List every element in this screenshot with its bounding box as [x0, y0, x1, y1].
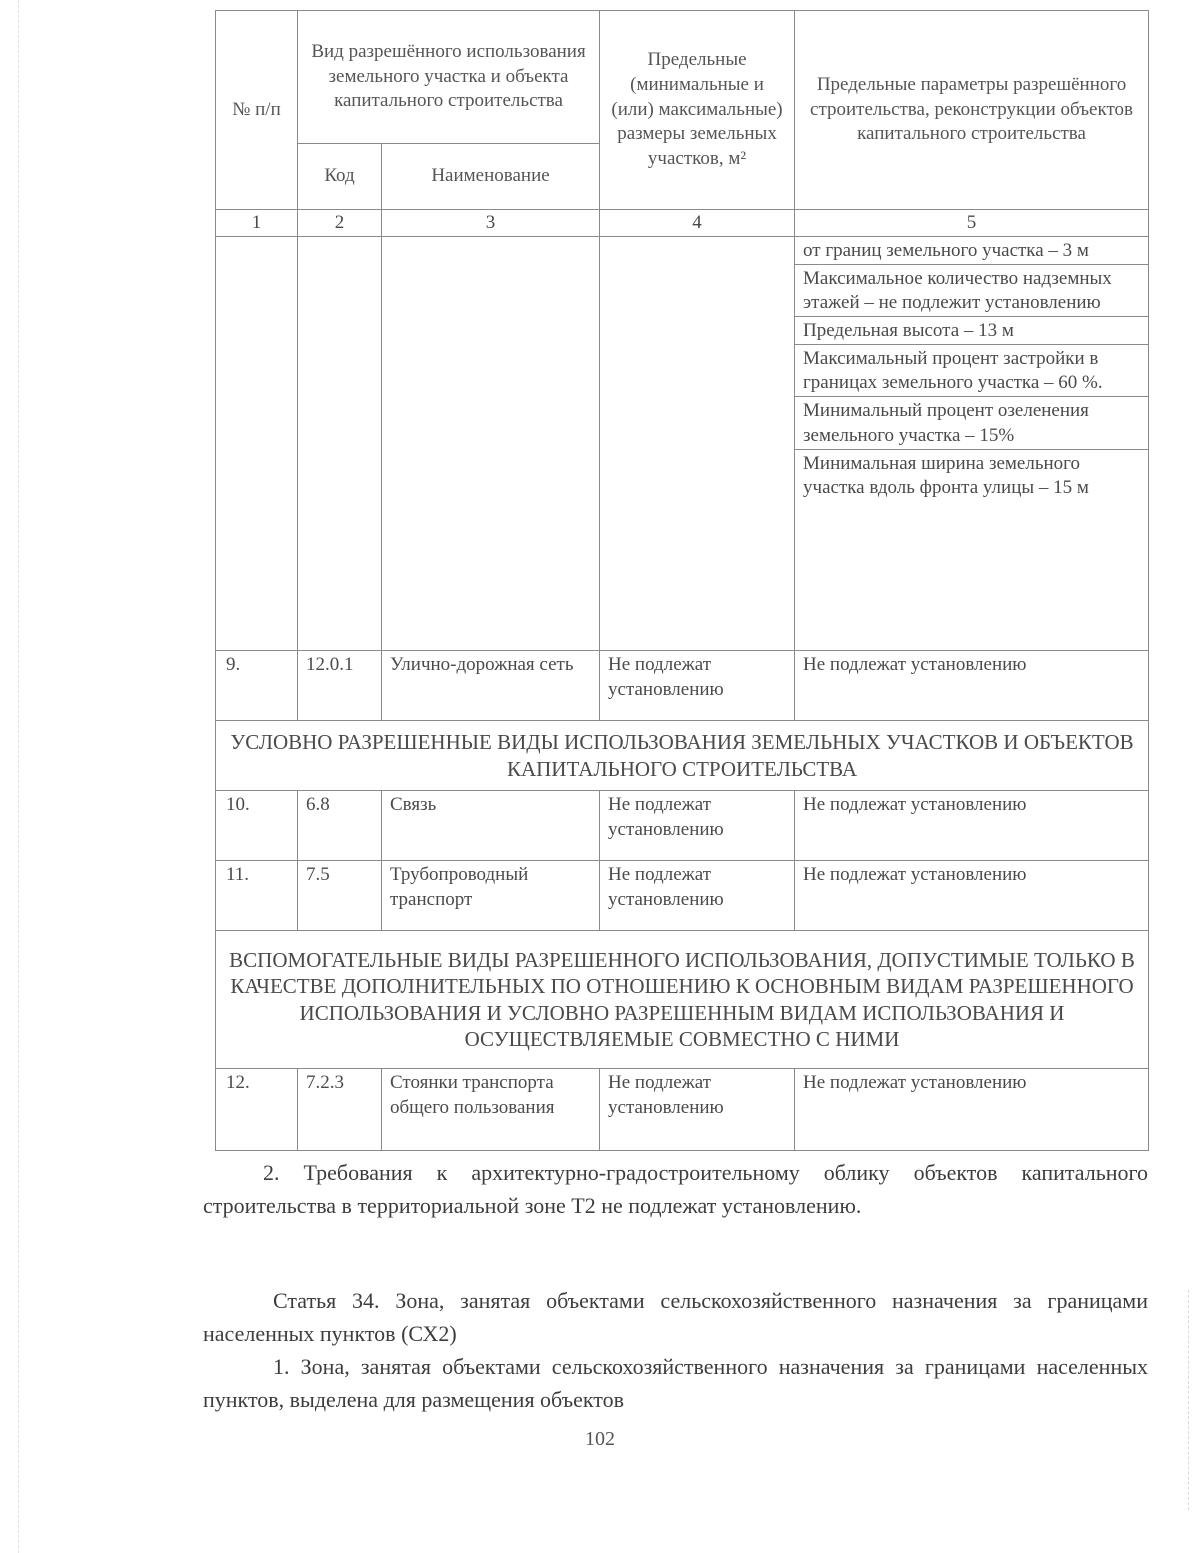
row-name: Трубопроводный транспорт	[382, 861, 600, 931]
article-heading: Статья 34. Зона, занятая объектами сельскохозяйственного назначения за границами населенных пунктов (СХ2)	[203, 1288, 1148, 1346]
continued-row	[216, 237, 1149, 651]
header-num: № п/п	[216, 11, 298, 210]
row-sizes: Не подлежат установлению	[600, 791, 795, 861]
param-item: Максимальное количество надземных этажей – не подлежит установлению	[795, 265, 1148, 317]
table-row-11	[216, 861, 1149, 931]
header-params: Предельные параметры разрешённого строительства, реконструкции объектов капитального строительства	[795, 11, 1149, 210]
param-item: Минимальный процент озеленения земельного участка – 15%	[795, 397, 1148, 449]
row-params: Не подлежат установлению	[795, 861, 1149, 931]
column-number: 5	[795, 210, 1149, 237]
row-sizes: Не подлежат установлению	[600, 861, 795, 931]
section-heading-auxiliary: ВСПОМОГАТЕЛЬНЫЕ ВИДЫ РАЗРЕШЕННОГО ИСПОЛЬЗОВАНИЯ, ДОПУСТИМЫЕ ТОЛЬКО В КАЧЕСТВЕ ДОПОЛНИТЕЛЬНЫХ ПО ОТНОШЕНИЮ К ОСНОВНЫМ ВИДАМ РАЗРЕШЕННОГО ИСПОЛЬЗОВАНИЯ И УСЛОВНО РАЗРЕШЕННЫМ ВИДАМ ИСПОЛЬЗОВАНИЯ И ОСУЩЕСТВЛЯЕМЫЕ СОВМЕСТНО С НИМИ	[216, 931, 1149, 1069]
row-params: Не подлежат установлению	[795, 1069, 1149, 1151]
row-num: 10.	[216, 791, 298, 861]
row-name: Улично-дорожная сеть	[382, 651, 600, 721]
param-item: Максимальный процент застройки в границах земельного участка – 60 %.	[795, 345, 1148, 397]
column-number: 4	[600, 210, 795, 237]
row-code: 7.5	[298, 861, 382, 931]
param-list	[795, 237, 1148, 501]
section-row-conditional	[216, 721, 1149, 791]
row-code: 6.8	[298, 791, 382, 861]
empty-cell	[298, 237, 382, 651]
column-number-row	[216, 210, 1149, 237]
paragraph-2: 2. Требования к архитектурно-градостроительному облику объектов капитального строительства в территориальной зоне Т2 не подлежат установлению.	[203, 1160, 1148, 1218]
header-code: Код	[298, 144, 382, 210]
empty-cell	[600, 237, 795, 651]
column-number: 3	[382, 210, 600, 237]
header-name: Наименование	[382, 144, 600, 210]
scan-edge-left	[18, 0, 20, 1553]
paragraph-1: 1. Зона, занятая объектами сельскохозяйственного назначения за границами населенных пунктов, выделена для размещения объектов	[203, 1354, 1148, 1412]
param-item: от границ земельного участка – 3 м	[795, 237, 1148, 265]
row-code: 12.0.1	[298, 651, 382, 721]
scan-edge-right	[1188, 1290, 1190, 1510]
row-name: Связь	[382, 791, 600, 861]
column-number: 2	[298, 210, 382, 237]
row-params: Не подлежат установлению	[795, 791, 1149, 861]
permitted-use-table	[215, 10, 1149, 1151]
section-row-auxiliary	[216, 931, 1149, 1069]
table-row-9	[216, 651, 1149, 721]
continued-params-cell	[795, 237, 1149, 651]
header-row-1	[216, 11, 1149, 144]
row-sizes: Не подлежат установлению	[600, 651, 795, 721]
page-number: 102	[585, 1428, 615, 1450]
row-params: Не подлежат установлению	[795, 651, 1149, 721]
row-code: 7.2.3	[298, 1069, 382, 1151]
row-num: 11.	[216, 861, 298, 931]
header-kind-group: Вид разрешённого использования земельного участка и объекта капитального строительства	[298, 11, 600, 144]
header-sizes: Предельные (минимальные и (или) максимальные) размеры земельных участков, м²	[600, 11, 795, 210]
table-row-10	[216, 791, 1149, 861]
table-row-12	[216, 1069, 1149, 1151]
section-heading-conditional: УСЛОВНО РАЗРЕШЕННЫЕ ВИДЫ ИСПОЛЬЗОВАНИЯ ЗЕМЕЛЬНЫХ УЧАСТКОВ И ОБЪЕКТОВ КАПИТАЛЬНОГО СТРОИТЕЛЬСТВА	[216, 721, 1149, 791]
param-item: Минимальная ширина земельного участка вдоль фронта улицы – 15 м	[803, 452, 1089, 499]
row-num: 9.	[216, 651, 298, 721]
row-name: Стоянки транспорта общего пользования	[382, 1069, 600, 1151]
param-item: Предельная высота – 13 м	[795, 317, 1148, 345]
empty-cell	[216, 237, 298, 651]
column-number: 1	[216, 210, 298, 237]
empty-cell	[382, 237, 600, 651]
row-sizes: Не подлежат установлению	[600, 1069, 795, 1151]
row-num: 12.	[216, 1069, 298, 1151]
